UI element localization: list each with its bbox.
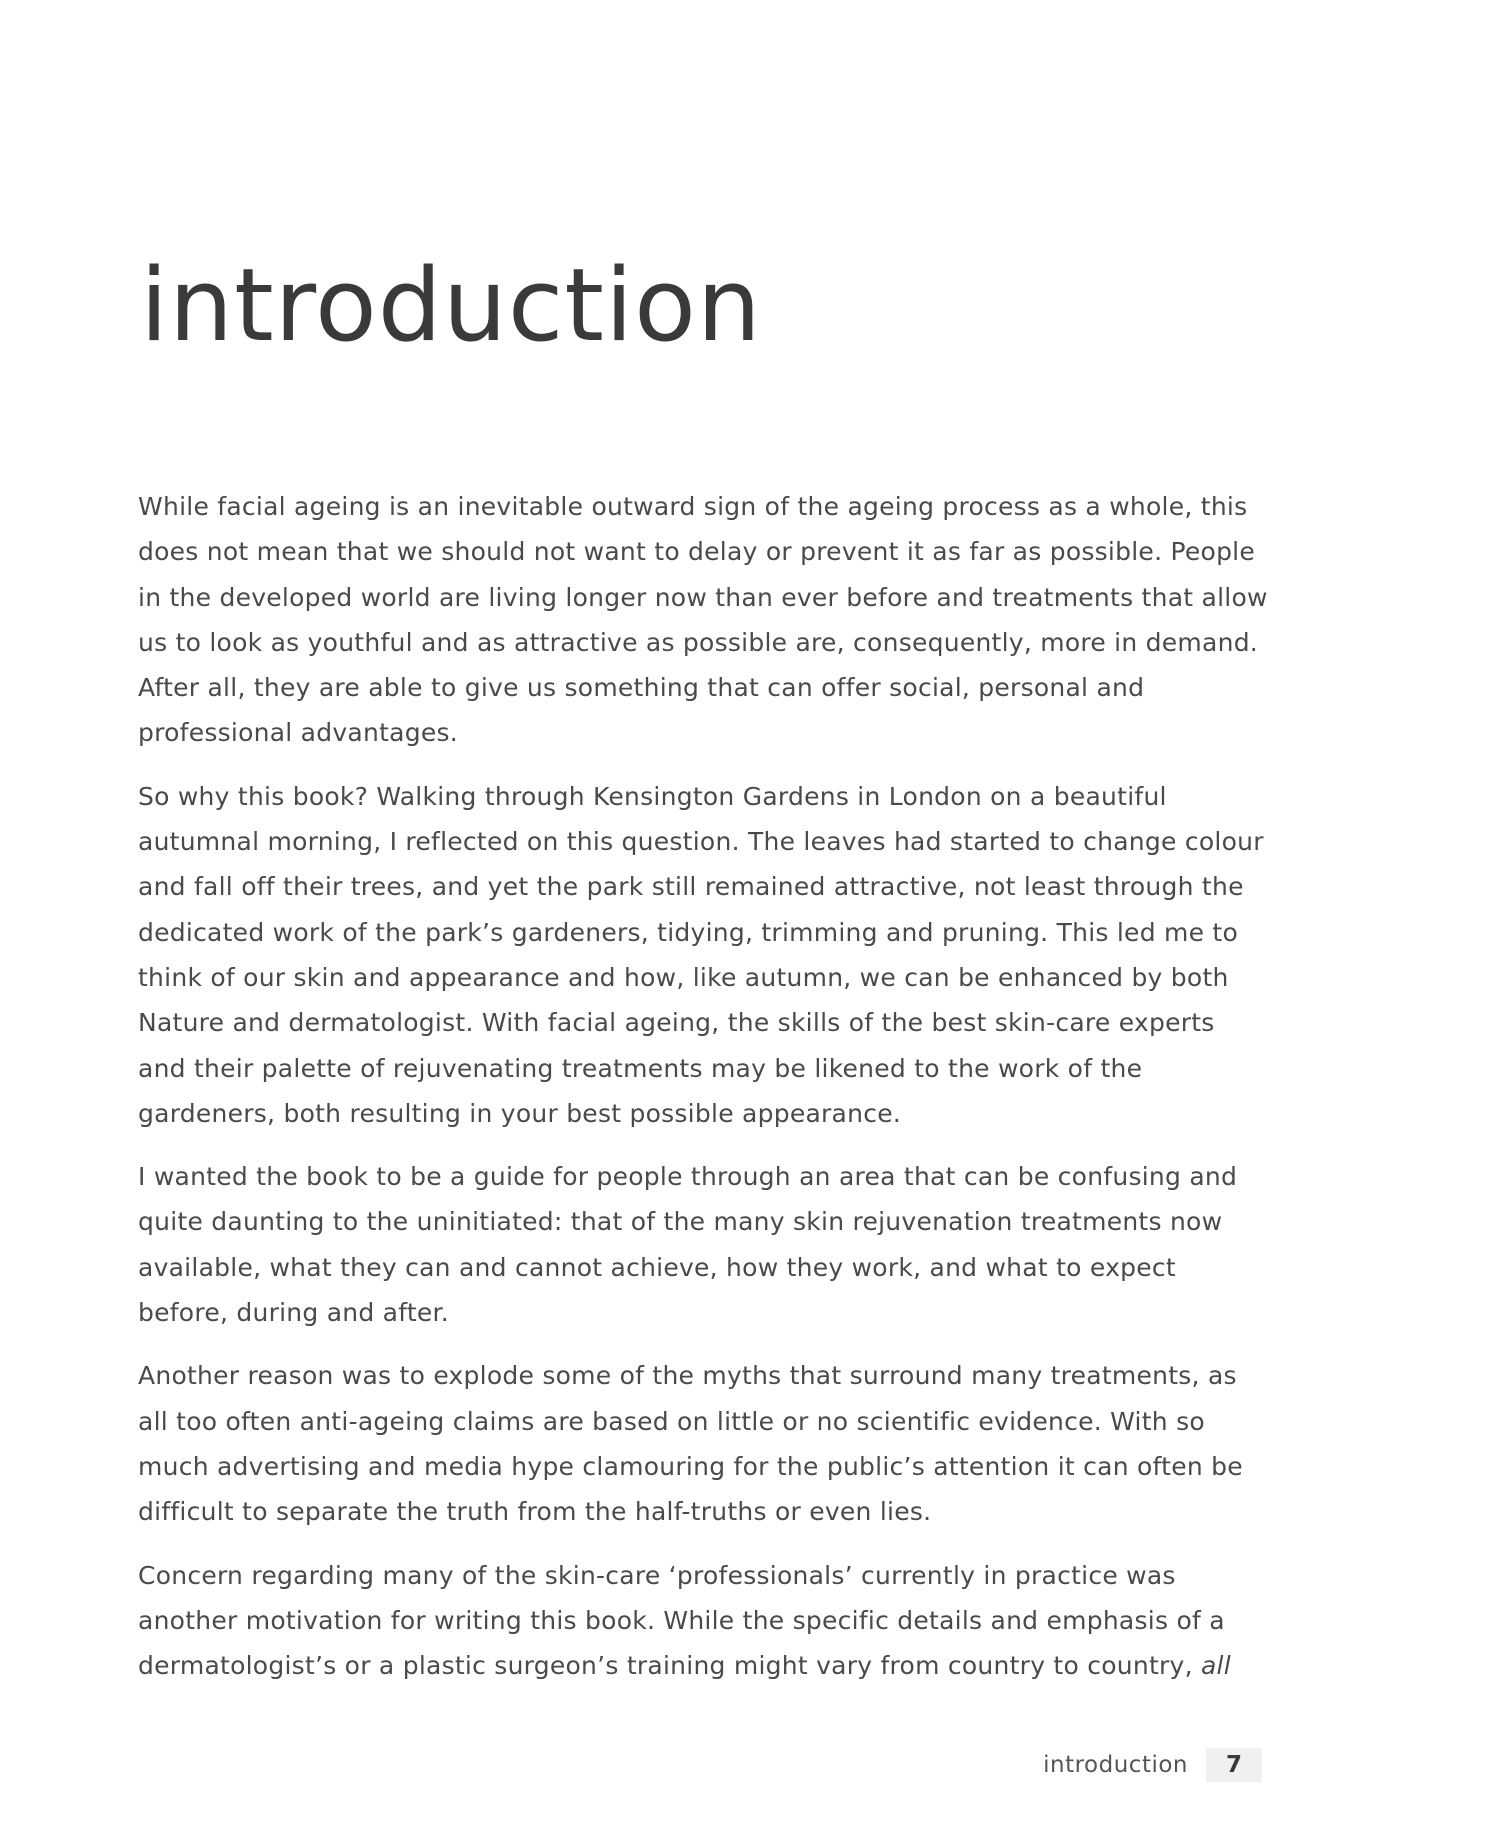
- chapter-title: introduction: [140, 246, 762, 364]
- paragraph-last: [138, 1553, 1268, 1689]
- page-number: 7: [1206, 1748, 1262, 1782]
- body-text: [138, 484, 1268, 1706]
- paragraph: So why this book? Walking through Kensington Gardens in London on a beautiful autumnal morning, I reflected on this question. The leaves had started to change colour and fall off their trees, and yet the park still remained attractive, not least through the dedicated work of the park’s gardeners, tidying, trimming and pruning. This led me to think of our skin and appearance and how, like autumn, we can be enhanced by both Nature and dermatologist. With facial ageing, the skills of the best skin-care experts and their palette of rejuvenating treatments may be likened to the work of the gardeners, both resulting in your best possible appearance.: [138, 781, 1264, 1128]
- paragraph-last-italic: all: [1200, 1651, 1231, 1681]
- paragraph: Another reason was to explode some of the myths that surround many treatments, as all too often anti-ageing claims are based on little or no scientific evidence. With so much advertising and media hype clamouring for the public’s attention it can often be difficult to separate the truth from the half-truths or even lies.: [138, 1361, 1243, 1527]
- running-footer-label: introduction: [1043, 1752, 1188, 1778]
- paragraph: While facial ageing is an inevitable outward sign of the ageing process as a whole, this does not mean that we should not want to delay or prevent it as far as possible. People in the developed world are living longer now than ever before and treatments that allow us to look as youthful and as attractive as possible are, consequently, more in demand. After all, they are able to give us something that can offer social, personal and professional advantages.: [138, 492, 1268, 748]
- page-footer: [1043, 1748, 1262, 1782]
- paragraph-last-text: Concern regarding many of the skin-care ‘professionals’ currently in practice was another motivation for writing this book. While the specific details and emphasis of a dermatologist’s or a plastic surgeon’s training might vary from country to country,: [138, 1560, 1225, 1681]
- paragraph: I wanted the book to be a guide for people through an area that can be confusing and quite daunting to the uninitiated: that of the many skin rejuvenation treatments now available, what they can and cannot achieve, how they work, and what to expect before, during and after.: [138, 1162, 1238, 1328]
